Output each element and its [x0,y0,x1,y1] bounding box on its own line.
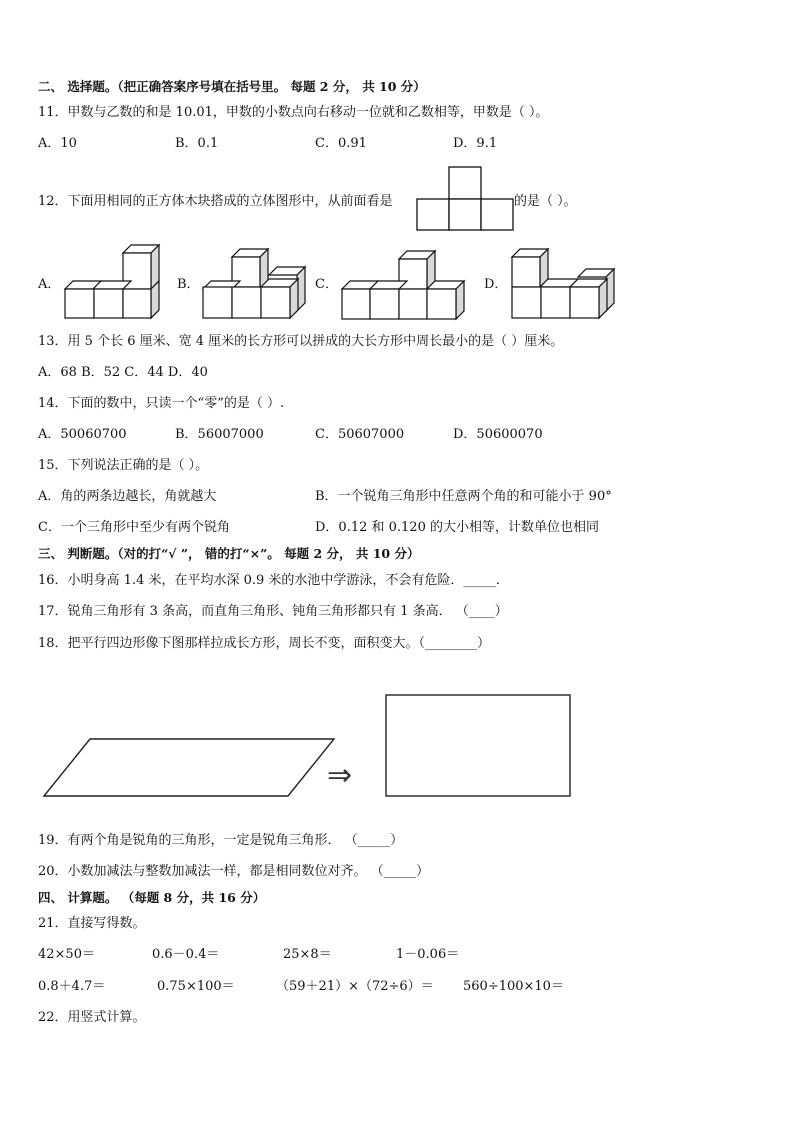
parallelogram-shape [44,739,334,796]
q15-option-c: C．一个三角形中至少有两个锐角 [38,520,230,535]
q18-text: 18．把平行四边形像下图那样拉成长方形，周长不变，面积变大。（________） [38,636,491,651]
section-2-title: 二、 选择题。（把正确答案序号填在括号里。 每题 2 分， 共 10 分） [38,79,426,94]
q11-stem: 11．甲数与乙数的和是 10.01，甲数的小数点向右移动一位就和乙数相等，甲数是（ ）。 [38,105,549,120]
calc-item: 560÷100×10＝ [463,979,564,994]
rectangle-shape [386,695,570,796]
q22-text: 22．用竖式计算。 [38,1010,146,1025]
q14-option-a: A．50060700 [38,427,127,442]
q12-option-a-label: A． [38,277,61,292]
q12-option-b-figure [203,243,313,321]
calc-item: （59＋21）×（72÷6）＝ [276,979,434,994]
calc-item: 0.6－0.4＝ [152,947,220,962]
q14-stem: 14．下面的数中，只读一个“零”的是（ ）. [38,396,285,411]
q15-stem: 15．下列说法正确的是（ ）。 [38,458,209,473]
q14-option-d: D．50600070 [453,427,543,442]
q14-option-c: C．50607000 [315,427,405,442]
q21-text: 21．直接写得数。 [38,916,146,931]
q12-front-view-figure [417,167,513,231]
q13-stem: 13．用 5 个长 6 厘米、宽 4 厘米的长方形可以拼成的大长方形中周长最小的是（ ）厘米。 [38,334,564,349]
calc-item: 42×50＝ [38,947,95,962]
q15-option-b: B．一个锐角三角形中任意两个角的和可能小于 90° [315,489,612,504]
calc-item: 25×8＝ [283,947,332,962]
calc-item: 0.8＋4.7＝ [38,979,106,994]
q18-figure [44,692,574,800]
q20-text: 20．小数加减法与整数加减法一样，都是相同数位对齐。 （_____） [38,864,430,879]
q15-option-a: A．角的两条边越长，角就越大 [38,489,217,504]
q12-option-c-figure [342,245,472,323]
q12-option-c-label: C． [315,277,338,292]
q12-option-a-figure [65,243,175,321]
q15-option-d: D．0.12 和 0.120 的大小相等，计数单位也相同 [315,520,599,535]
q11-option-c: C．0.91 [315,136,367,151]
q19-text: 19．有两个角是锐角的三角形，一定是锐角三角形． （_____） [38,833,404,848]
q12-option-b-label: B． [177,277,200,292]
section-3-title: 三、 判断题。（对的打“√ ”， 错的打“×”。 每题 2 分， 共 10 分） [38,546,420,561]
transform-arrow-icon: ⇒ [327,758,353,793]
q11-option-b: B．0.1 [175,136,219,151]
q12-option-d-figure [512,243,622,321]
q14-option-b: B．56007000 [175,427,264,442]
calc-item: 0.75×100＝ [157,979,235,994]
calc-item: 1－0.06＝ [396,947,460,962]
q12-stem-before: 12．下面用相同的正方体木块搭成的立体图形中，从前面看是 [38,194,393,209]
q16-text: 16．小明身高 1.4 米，在平均水深 0.9 米的水池中学游泳，不会有危险．_____． [38,573,509,588]
q12-stem-after: 的是（ ）。 [514,194,577,209]
q11-option-d: D．9.1 [453,136,498,151]
q13-options: A．68 B．52 C．44 D．40 [38,365,208,380]
section-4-title: 四、 计算题。 （每题 8 分，共 16 分） [38,890,266,905]
q17-text: 17．锐角三角形有 3 条高，而直角三角形、钝角三角形都只有 1 条高． （____） [38,604,508,619]
q11-option-a: A．10 [38,136,77,151]
q12-option-d-label: D． [484,277,508,292]
